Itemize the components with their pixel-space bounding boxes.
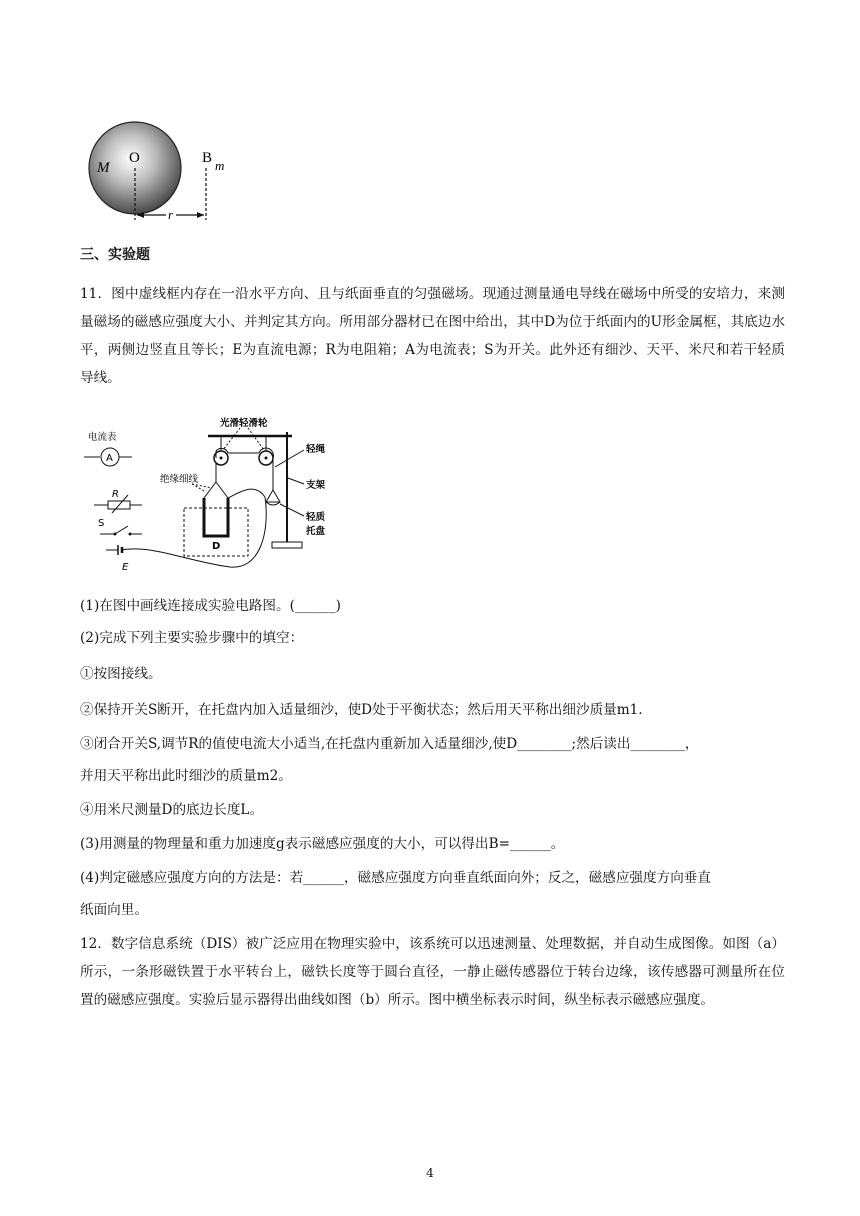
q11-part2: (2)完成下列主要实验步骤中的填空： bbox=[80, 630, 304, 646]
switch-label: S bbox=[98, 518, 105, 529]
q11-step3b: 并用天平称出此时细沙的质量m2。 bbox=[80, 768, 292, 784]
ammeter-label: 电流表 bbox=[88, 432, 117, 443]
distance-label-r: r bbox=[168, 207, 174, 222]
tray-label-1: 轻质 bbox=[306, 512, 326, 523]
rope-label: 轻绳 bbox=[306, 444, 326, 455]
resistor-label: R bbox=[112, 489, 119, 500]
point-label-B: B bbox=[202, 150, 213, 166]
q11-stem: 11．图中虚线框内存在一沿水平方向、且与纸面垂直的匀强磁场。现通过测量通电导线在磁场中所受的安培力，来测量磁场的磁感应强度大小、并判定其方向。所用部分器材已在图中给出，其中D为位于纸面内的U形金属框，其底边水平，两侧边竖直且等长；E为直流电源；R为电阻箱；A为电流表；S为开关。此外还有细沙、天平、米尺和若干轻质导线。 bbox=[80, 286, 785, 386]
q11-part3: (3)用测量的物理量和重力加速度g表示磁感应强度的大小，可以得出B=______。 bbox=[80, 836, 565, 852]
apparatus-figure bbox=[80, 412, 340, 580]
q11-step1: ①按图接线。 bbox=[80, 666, 162, 682]
ammeter-symbol: A bbox=[106, 453, 113, 464]
source-label: E bbox=[122, 562, 129, 573]
page-number: 4 bbox=[426, 1166, 434, 1180]
q11-part4a: (4)判定磁感应强度方向的方法是：若______，磁感应强度方向垂直纸面向外；反之，磁感应强度方向垂直 bbox=[80, 870, 711, 886]
planet-figure bbox=[80, 118, 260, 228]
q11-part1: (1)在图中画线连接成实验电路图。(______) bbox=[80, 598, 341, 614]
planet-label-M: M bbox=[97, 160, 110, 176]
tray-label-2: 托盘 bbox=[306, 526, 326, 537]
q11-step3a: ③闭合开关S,调节R的值使电流大小适当,在托盘内重新加入适量细沙,使D________;然后读出________， bbox=[80, 736, 699, 752]
stand-label: 支架 bbox=[306, 480, 326, 491]
q12-stem: 12．数字信息系统（DIS）被广泛应用在物理实验中，该系统可以迅速测量、处理数据，并自动生成图像。如图（a）所示，一条形磁铁置于水平转台上，磁铁长度等于圆台直径，一静止磁传感器位于转台边缘，该传感器可测量所在位置的磁感应强度。实验后显示器得出曲线如图（b）所示。图中横坐标表示时间，纵坐标表示磁感应强度。 bbox=[80, 936, 785, 1008]
mass-label-m: m bbox=[215, 158, 225, 173]
planet-center-label-O: O bbox=[129, 150, 140, 166]
q11-part4b: 纸面向里。 bbox=[80, 902, 148, 918]
q11-step2: ②保持开关S断开，在托盘内加入适量细沙，使D处于平衡状态；然后用天平称出细沙质量m1. bbox=[80, 702, 643, 718]
q11-step4: ④用米尺测量D的底边长度L。 bbox=[80, 802, 264, 818]
frame-label-D: D bbox=[212, 541, 221, 552]
pulley-label: 光滑轻滑轮 bbox=[220, 418, 268, 429]
section-title: 三、实验题 bbox=[80, 247, 150, 263]
thread-label: 绝缘细线 bbox=[160, 474, 199, 485]
